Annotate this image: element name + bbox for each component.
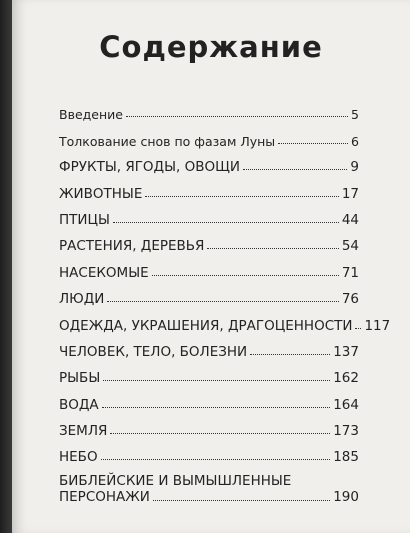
toc-entry xyxy=(59,386,359,412)
dot-leader xyxy=(243,169,347,170)
toc-entry-page: 17 xyxy=(341,185,359,202)
page-title: Содержание xyxy=(99,30,323,64)
toc-entry-page: 173 xyxy=(333,423,359,440)
book-spine-shadow xyxy=(0,0,12,533)
toc-entry-page: 185 xyxy=(333,449,359,466)
dot-leader xyxy=(152,275,339,276)
toc-entry-label: ОДЕЖДА, УКРАШЕНИЯ, ДРАГОЦЕННОСТИ xyxy=(59,317,353,334)
toc-entry-label-line1: БИБЛЕЙСКИЕ И ВЫМЫШЛЕННЫЕ xyxy=(59,473,292,490)
dot-leader xyxy=(250,354,330,355)
toc-entry xyxy=(59,202,359,228)
book-page xyxy=(12,0,410,533)
dot-leader xyxy=(126,116,348,117)
toc-entry-page: 5 xyxy=(351,107,359,123)
toc-entry-label: ЛЮДИ xyxy=(59,291,105,308)
toc-entry-label: НЕБО xyxy=(59,449,98,466)
toc-entry-label-line2: ПЕРСОНАЖИ xyxy=(59,489,150,506)
toc-entry xyxy=(59,228,359,254)
dot-leader xyxy=(101,459,331,460)
toc-entry xyxy=(59,122,359,148)
toc-entry-label: РАСТЕНИЯ, ДЕРЕВЬЯ xyxy=(59,238,205,255)
toc-entry-label: ЧЕЛОВЕК, ТЕЛО, БОЛЕЗНИ xyxy=(59,343,248,360)
toc-entry-label: РЫБЫ xyxy=(59,370,101,387)
toc-entry-page: 54 xyxy=(341,238,359,255)
toc-entry xyxy=(59,96,359,122)
dot-leader xyxy=(110,433,330,434)
toc-entry-label: Толкование снов по фазам Луны xyxy=(59,133,276,149)
toc-entry-label: ФРУКТЫ, ЯГОДЫ, ОВОЩИ xyxy=(59,159,240,176)
toc-entry-page: 164 xyxy=(333,396,359,413)
toc-entry-page: 6 xyxy=(351,133,359,149)
dot-leader xyxy=(207,248,338,249)
dot-leader xyxy=(145,196,338,197)
toc-entry-line2 xyxy=(59,489,359,506)
dot-leader xyxy=(153,500,330,501)
toc-entry xyxy=(59,334,359,360)
toc-entry-label: ЗЕМЛЯ xyxy=(59,423,108,440)
table-of-contents xyxy=(59,96,391,506)
dot-leader xyxy=(278,143,348,144)
toc-entry-label: НАСЕКОМЫЕ xyxy=(59,264,149,281)
dot-leader xyxy=(113,222,339,223)
dot-leader xyxy=(107,301,338,302)
toc-entry-page: 137 xyxy=(333,343,359,360)
dot-leader xyxy=(102,407,331,408)
toc-entry-page: 71 xyxy=(341,264,359,281)
toc-entry-page: 190 xyxy=(333,489,359,506)
toc-entry xyxy=(59,281,359,307)
dot-leader xyxy=(103,380,330,381)
toc-entry-page: 44 xyxy=(341,211,359,228)
toc-entry-label: ПТИЦЫ xyxy=(59,211,110,228)
toc-entry xyxy=(59,149,359,175)
toc-entry-page: 162 xyxy=(333,370,359,387)
toc-entry xyxy=(59,307,391,334)
toc-entry xyxy=(59,175,359,201)
toc-entry-page: 76 xyxy=(341,291,359,308)
toc-entry xyxy=(59,254,359,280)
toc-entry xyxy=(59,360,359,386)
toc-entry-page: 117 xyxy=(364,317,391,334)
toc-entry xyxy=(59,439,359,465)
toc-entry-label: ЖИВОТНЫЕ xyxy=(59,185,143,202)
toc-entry xyxy=(59,413,359,439)
toc-entry-label: Введение xyxy=(59,107,123,123)
toc-entry-page: 9 xyxy=(350,159,359,176)
toc-entry-label: ВОДА xyxy=(59,396,99,413)
toc-entry xyxy=(59,473,359,506)
dot-leader xyxy=(355,328,361,329)
